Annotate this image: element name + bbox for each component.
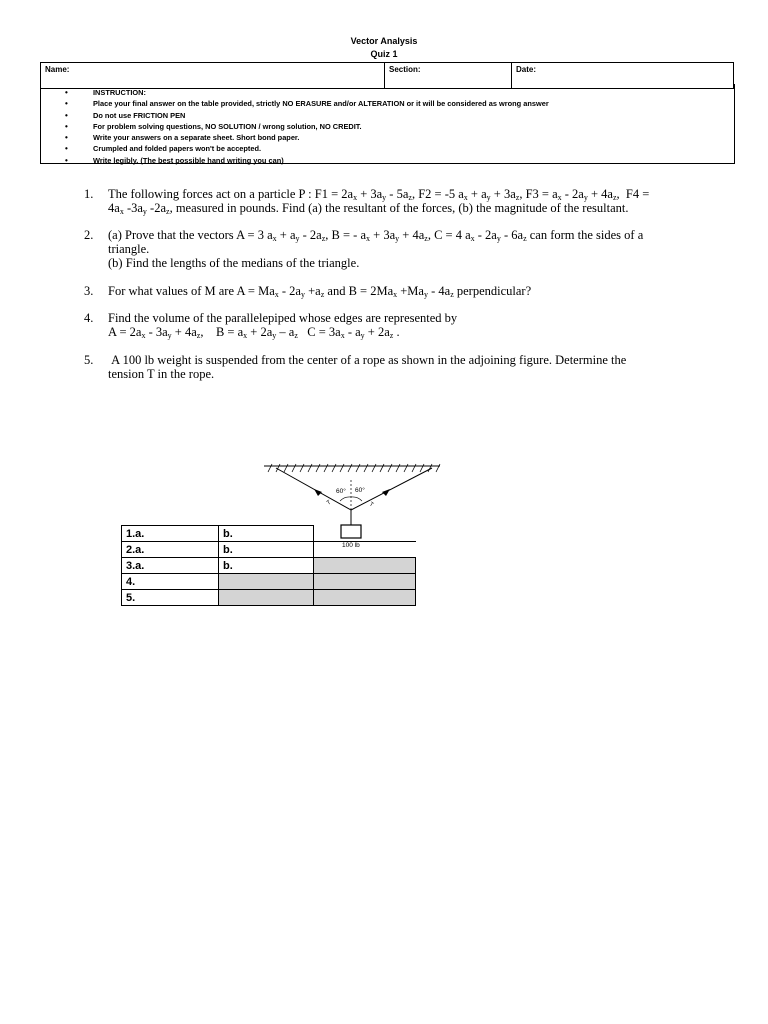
page-subtitle: Quiz 1 <box>370 49 398 59</box>
shaded-cell <box>314 574 416 590</box>
angle-arc-right <box>351 497 362 501</box>
question-3: 3. For what values of M are $A = Ma_x - 2a_y +a_z$ and $B = 2Ma_x +Ma_y - 4a_z$ perpendicular? <box>84 285 724 299</box>
instructions-list <box>65 87 549 166</box>
question-1: 1. The following forces act on a particle P : $F1 = 2a_x + 3a_y - 5a_z$, F2 = -5 $a_x + a_y + 3a_z$, $F3 = a_x - 2a_y + 4a_z$, F4 = $4a_x$ $-3a_y$ $-2a_z$, measured in pounds. Find (a) the resultant of the forces, (b) the magnitude of the resultant. <box>84 188 724 216</box>
answer-cell[interactable]: b. <box>219 526 314 542</box>
arrow-right <box>382 489 390 496</box>
table-row <box>122 590 416 606</box>
table-row <box>122 526 416 542</box>
tension-label-right: T <box>368 501 375 509</box>
answer-cell[interactable]: b. <box>219 558 314 574</box>
answer-cell[interactable]: 3.a. <box>122 558 219 574</box>
instruction-item: • Write legibly. (The best possible hand writing you can) <box>65 155 284 165</box>
instructions-box <box>40 84 735 164</box>
question-3-text: For what values of M are $A = Ma_x - 2a_y +a_z$ and $B = 2Ma_x +Ma_y - 4a_z$ perpendicular? <box>108 284 532 299</box>
question-1-text: The following forces act on a particle P : $F1 = 2a_x + 3a_y - 5a_z$, F2 = -5 $a_x + a_y + 3a_z$, $F3 = a_x - 2a_y + 4a_z$, F4 = $4a_x$ $-3a_y$ $-2a_z$, measured in pounds. Find (a) the resultant of the forces, (b) the magnitude of the resultant. <box>108 187 650 216</box>
table-row <box>122 558 416 574</box>
table-row <box>122 574 416 590</box>
section-label: Section: <box>389 65 421 74</box>
question-2-text: (a) Prove that the vectors A = 3 $a_x + a_y - 2a_z$, B = - $a_x + 3a_y + 4a_z$, C = 4 $a_x - 2a_y - 6a_z$ can form the sides of a triangle. (b) Find the lengths of the medians of the triangle. <box>108 228 644 270</box>
answer-cell[interactable]: 4. <box>122 574 219 590</box>
answer-cell[interactable]: b. <box>219 542 314 558</box>
answer-cell[interactable]: 5. <box>122 590 219 606</box>
instruction-item: • Place your final answer on the table provided, strictly NO ERASURE and/or ALTERATION or it will be considered as wrong answer <box>65 99 549 109</box>
instruction-item: • Crumpled and folded papers won't be accepted. <box>65 144 262 154</box>
page-title: Vector Analysis <box>350 36 418 46</box>
shaded-cell <box>219 590 314 606</box>
arrow-left <box>314 489 322 496</box>
question-4-text: Find the volume of the parallelepiped whose edges are represented by $A = 2a_x - 3a_y + 4a_z$, $B = a_x + 2a_y - a_z$ $C = 3a_x - a_y + 2a_z$ . <box>108 311 458 340</box>
name-label: Name: <box>45 65 70 74</box>
angle-arc-left <box>340 497 351 501</box>
answer-table <box>121 525 416 606</box>
instruction-item: • Do not use FRICTION PEN <box>65 110 186 120</box>
tension-label-left: T <box>326 499 333 507</box>
shaded-cell <box>314 558 416 574</box>
answer-cell[interactable]: 2.a. <box>122 542 219 558</box>
angle-label-right: 60° <box>355 487 365 494</box>
table-row <box>122 542 416 558</box>
shaded-cell <box>219 574 314 590</box>
instruction-item: • For problem solving questions, NO SOLUTION / wrong solution, NO CREDIT. <box>65 121 362 131</box>
weight-label: 100 lb <box>342 542 360 549</box>
answer-cell[interactable]: 1.a. <box>122 526 219 542</box>
question-4: 4. Find the volume of the parallelepiped whose edges are represented by $A = 2a_x - 3a_y + 4a_z$, $B = a_x + 2a_y - a_z$ $C = 3a_x - a_y + 2a_z$ . <box>84 312 724 340</box>
question-5-text: A 100 lb weight is suspended from the center of a rope as shown in the adjoining figure. Determine the tension T in the rope. <box>108 353 627 381</box>
shaded-cell <box>314 590 416 606</box>
ceiling-hatch <box>268 464 440 472</box>
instruction-item: • INSTRUCTION: <box>65 88 146 97</box>
question-2: 2. (a) Prove that the vectors A = 3 $a_x + a_y - 2a_z$, B = - $a_x + 3a_y + 4a_z$, C = 4 $a_x - 2a_y - 6a_z$ can form the sides of a triangle. (b) Find the lengths of the medians of the triangle. <box>84 229 724 270</box>
question-5: 5. A 100 lb weight is suspended from the center of a rope as shown in the adjoining figure. Determine the tension T in the rope. <box>84 354 724 382</box>
date-label: Date: <box>516 65 537 74</box>
instruction-item: • Write your answers on a separate sheet. Short bond paper. <box>65 133 300 143</box>
angle-label-left: 60° <box>336 488 346 495</box>
